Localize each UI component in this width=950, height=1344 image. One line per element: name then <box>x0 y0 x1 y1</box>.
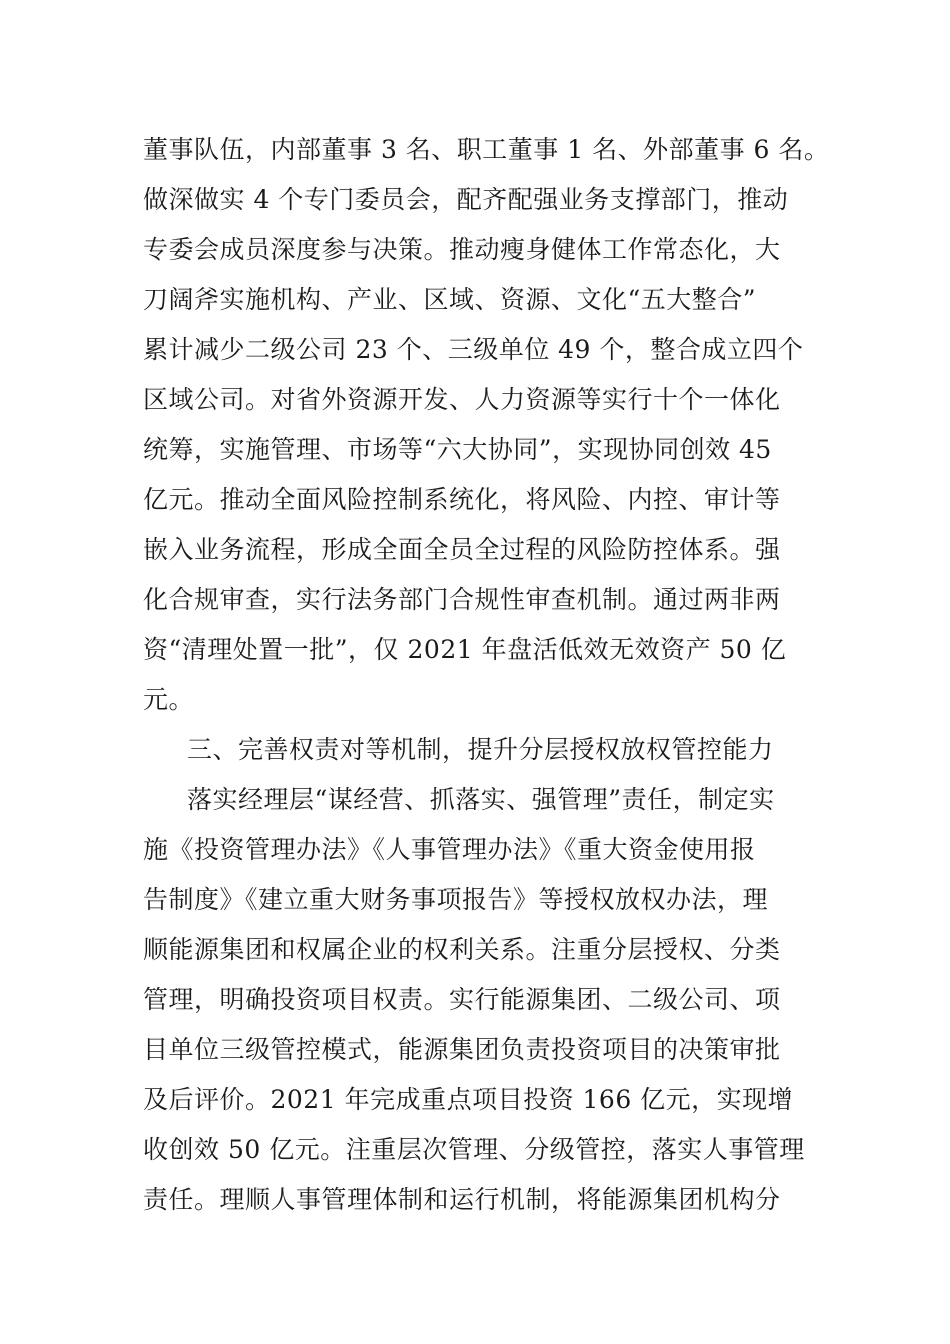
text-line: 刀阔斧实施机构、产业、区域、资源、文化“五大整合” <box>143 285 757 314</box>
paragraph-block-1 <box>143 125 830 1225</box>
text-line: 资“清理处置一批”，仅 2021 年盘活低效无效资产 50 亿 <box>143 635 787 664</box>
text-line: 责任。理顺人事管理体制和运行机制，将能源集团机构分 <box>143 1185 781 1214</box>
text-line: 专委会成员深度参与决策。推动瘦身健体工作常态化，大 <box>143 235 781 264</box>
text-line: 亿元。推动全面风险控制系统化，将风险、内控、审计等 <box>143 485 781 514</box>
text-line: 顺能源集团和权属企业的权利关系。注重分层授权、分类 <box>143 935 781 964</box>
text-line: 区域公司。对省外资源开发、人力资源等实行十个一体化 <box>143 385 781 414</box>
text-line: 收创效 50 亿元。注重层次管理、分级管控，落实人事管理 <box>143 1135 805 1164</box>
text-line: 元。 <box>143 685 195 714</box>
text-line: 化合规审查，实行法务部门合规性审查机制。通过两非两 <box>143 585 781 614</box>
text-line: 目单位三级管控模式，能源集团负责投资项目的决策审批 <box>143 1035 781 1064</box>
text-line: 落实经理层“谋经营、抓落实、强管理”责任，制定实 <box>187 785 775 814</box>
section-heading: 三、完善权责对等机制，提升分层授权放权管控能力 <box>187 735 774 764</box>
text-line: 董事队伍，内部董事 3 名、职工董事 1 名、外部董事 6 名。 <box>143 135 830 164</box>
text-line: 统筹，实施管理、市场等“六大协同”，实现协同创效 45 <box>143 435 772 464</box>
text-line: 做深做实 4 个专门委员会，配齐配强业务支撑部门，推动 <box>143 185 789 214</box>
text-line: 管理，明确投资项目权责。实行能源集团、二级公司、项 <box>143 985 781 1014</box>
text-line: 告制度》《建立重大财务事项报告》等授权放权办法，理 <box>143 885 769 914</box>
text-line: 及后评价。2021 年完成重点项目投资 166 亿元，实现增 <box>143 1085 794 1114</box>
text-line: 施《投资管理办法》《人事管理办法》《重大资金使用报 <box>143 835 756 864</box>
text-line: 累计减少二级公司 23 个、三级单位 49 个，整合成立四个 <box>143 335 804 364</box>
text-line: 嵌入业务流程，形成全面全员全过程的风险防控体系。强 <box>143 535 781 564</box>
